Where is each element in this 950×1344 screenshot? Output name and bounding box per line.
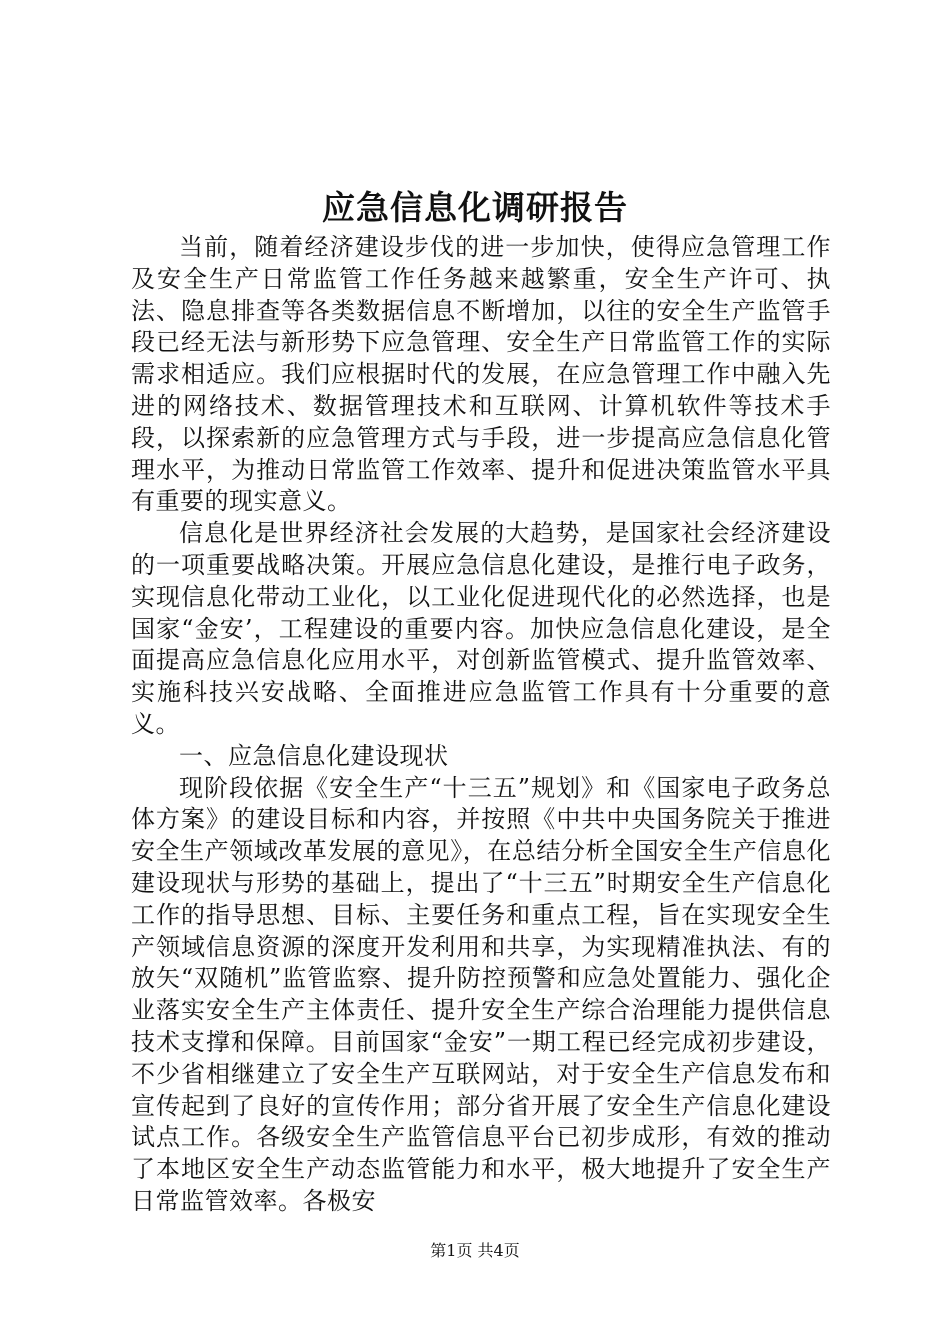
page-footer: 第1页 共4页 <box>430 1241 520 1260</box>
paragraph-current-status: 现阶段依据《安全生产“十三五”规划》和《国家电子政务总体方案》的建设目标和内容，并按照《中共中央国务院关于推进安全生产领域改革发展的意见》，在总结分析全国安全生产信息化建设现状与形势的基础上，提出了“十三五”时期安全生产信息化工作的指导思想、目标、主要任务和重点工程，旨在实现安全生产领域信息资源的深度开发利用和共享，为实现精准执法、有的放矢“双随机”监管监察、提升防控预警和应急处置能力、强化企业落实安全生产主体责任、提升安全生产综合治理能力提供信息技术支撑和保障。目前国家“金安”一期工程已经完成初步建设，不少省相继建立了安全生产互联网站，对于安全生产信息发布和宣传起到了良好的宣传作用；部分省开展了安全生产信息化建设试点工作。各级安全生产监管信息平台已初步成形，有效的推动了本地区安全生产动态监管能力和水平，极大地提升了安全生产日常监管效率。各极安 <box>131 773 831 1215</box>
paragraph-informatization: 信息化是世界经济社会发展的大趋势，是国家社会经济建设的一项重要战略决策。开展应急信息化建设，是推行电子政务，实现信息化带动工业化，以工业化促进现代化的必然选择，也是国家“金安’，工程建设的重要内容。加快应急信息化建设，是全面提高应急信息化应用水平，对创新监管模式、提升监管效率、实施科技兴安战略、全面推进应急监管工作具有十分重要的意义。 <box>131 519 831 738</box>
paragraph-intro: 当前，随着经济建设步伐的进一步加快，使得应急管理工作及安全生产日常监管工作任务越来越繁重，安全生产许可、执法、隐息排查等各类数据信息不断增加，以往的安全生产监管手段已经无法与新形势下应急管理、安全生产日常监管工作的实际需求相适应。我们应根据时代的发展，在应急管理工作中融入先进的网络技术、数据管理技术和互联网、计算机软件等技术手段，以探索新的应急管理方式与手段，进一步提高应急信息化管理水平，为推动日常监管工作效率、提升和促进决策监管水平具有重要的现实意义。 <box>131 233 831 516</box>
document-body <box>131 232 831 1218</box>
document-title: 应急信息化调研报告 <box>322 188 628 227</box>
section-heading: 一、应急信息化建设现状 <box>179 741 449 770</box>
